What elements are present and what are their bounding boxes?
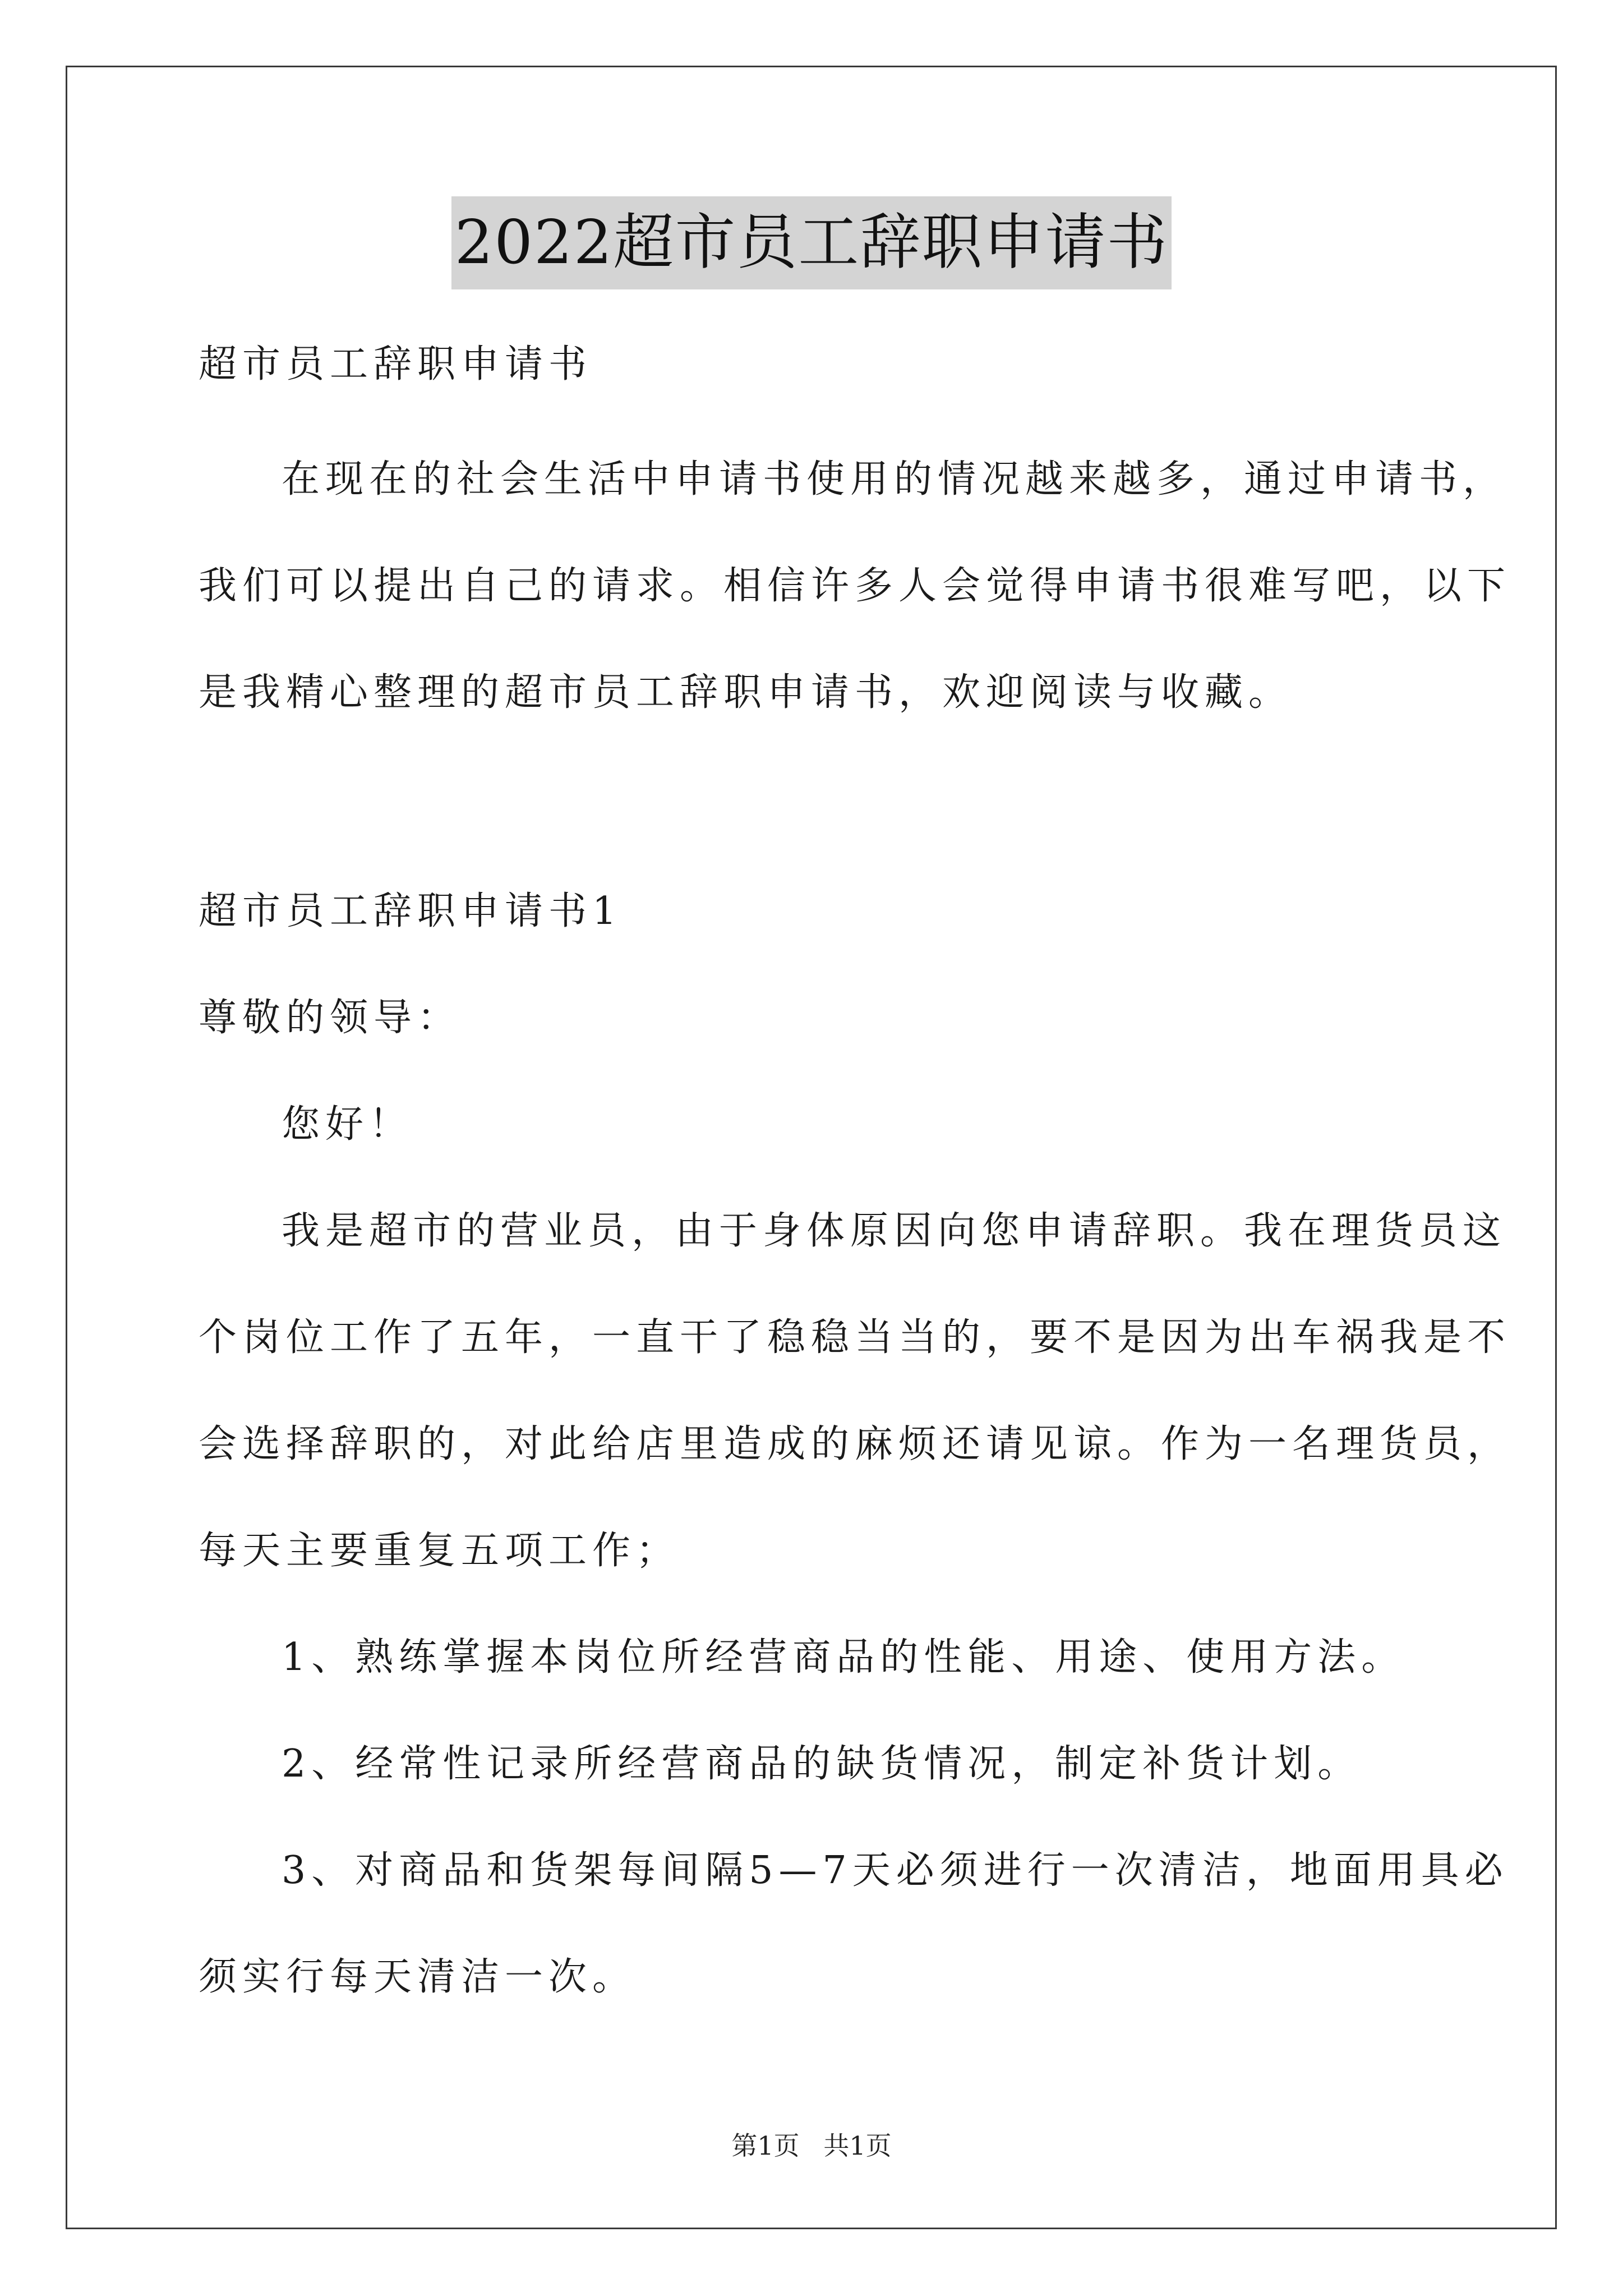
list-item-1: 1、熟练掌握本岗位所经营商品的性能、用途、使用方法。 xyxy=(282,1635,1405,1680)
page-footer xyxy=(0,2129,1623,2162)
greeting: 您好！ xyxy=(282,1102,413,1147)
list-item-2: 2、经常性记录所经营商品的缺货情况，制定补货计划。 xyxy=(282,1742,1362,1786)
intro-paragraph-line-2: 我们可以提出自己的请求。相信许多人会觉得申请书很难写吧，以下 xyxy=(199,564,1511,608)
salutation: 尊敬的领导： xyxy=(199,996,462,1040)
body-paragraph-line-2: 个岗位工作了五年，一直干了稳稳当当的，要不是因为出车祸我是不 xyxy=(199,1315,1511,1360)
intro-paragraph-line-3: 是我精心整理的超市员工辞职申请书，欢迎阅读与收藏。 xyxy=(199,670,1293,715)
list-item-3-line-1: 3、对商品和货架每间隔5—7天必须进行一次清洁，地面用具必 xyxy=(282,1848,1509,1893)
page-number: 第1页 xyxy=(731,2131,800,2161)
page-total: 共1页 xyxy=(823,2131,892,2161)
body-paragraph-line-4: 每天主要重复五项工作； xyxy=(199,1529,680,1573)
document-title: 2022超市员工辞职申请书 xyxy=(451,196,1172,289)
intro-paragraph-line-1: 在现在的社会生活中申请书使用的情况越来越多，通过申请书， xyxy=(282,457,1507,501)
title-container xyxy=(0,196,1623,289)
section-heading: 超市员工辞职申请书1 xyxy=(199,889,623,933)
subtitle-paragraph: 超市员工辞职申请书 xyxy=(199,342,593,386)
body-paragraph-line-3: 会选择辞职的，对此给店里造成的麻烦还请见谅。作为一名理货员， xyxy=(199,1422,1511,1466)
list-item-3-line-2: 须实行每天清洁一次。 xyxy=(199,1955,637,1999)
body-paragraph-line-1: 我是超市的营业员，由于身体原因向您申请辞职。我在理货员这 xyxy=(282,1209,1507,1253)
